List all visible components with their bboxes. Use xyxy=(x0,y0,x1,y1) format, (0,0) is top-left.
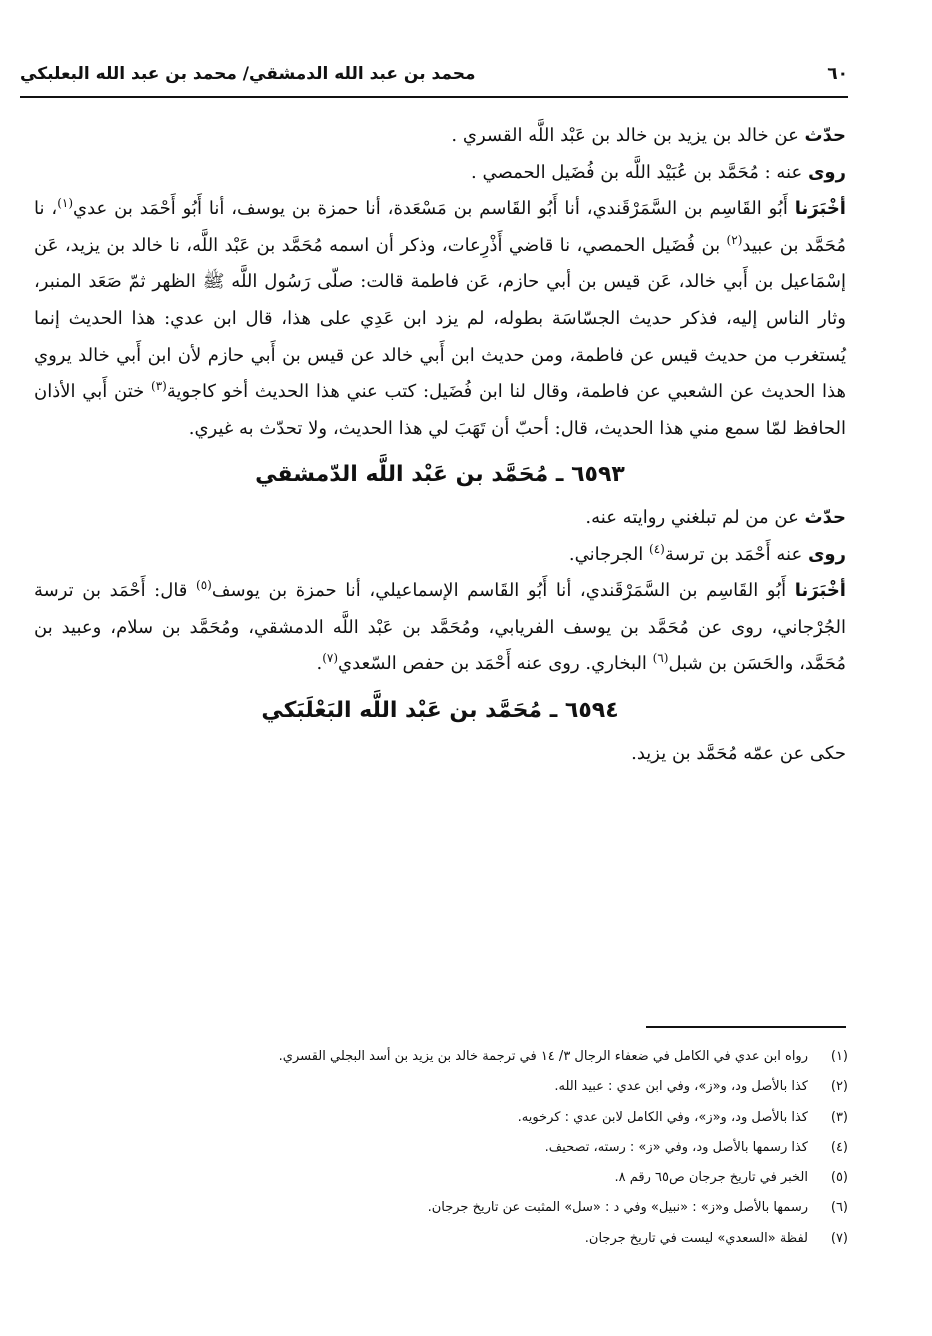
entry-1-paragraph-3 xyxy=(34,191,846,447)
entry-2-paragraph-1 xyxy=(34,500,846,537)
footnote-number: (١) xyxy=(830,1049,848,1064)
paragraph-text: عنه أَحْمَد بن ترسة xyxy=(664,543,808,565)
entry-2-paragraph-3 xyxy=(34,573,846,683)
footnote-ref-1: (١) xyxy=(57,196,74,211)
entry-1-paragraph-2 xyxy=(34,155,846,192)
paragraph-text: عن من لم تبلغني روايته عنه. xyxy=(585,506,805,528)
footnote-ref-4: (٤) xyxy=(649,541,665,556)
footnote-text: كذا بالأصل ود، و«ز»، وفي ابن عدي : عبيد الله. xyxy=(554,1079,808,1095)
footnote-number: (٣) xyxy=(830,1109,848,1125)
entry-2-title: ٦٥٩٣ ـ مُحَمَّد بن عَبْد اللَّه الدّمشقي xyxy=(255,462,625,488)
footnote xyxy=(40,1103,848,1133)
footnote-number: (٦) xyxy=(830,1200,848,1216)
paragraph-text: . xyxy=(316,653,323,675)
paragraph-text: عنه : مُحَمَّد بن عُبَيْد اللَّه بن فُضَيل الحمصي . xyxy=(471,161,808,183)
main-text xyxy=(34,118,846,772)
paragraph-text: ، نا مُحَمَّد بن عبيد xyxy=(34,198,847,256)
footnote xyxy=(40,1163,848,1193)
paragraph-text: قال: أَحْمَد بن ترسة الجُرْجاني، روى عن مُحَمَّد بن يوسف الفريابي، ومُحَمَّد بن عَبْد اللَّه الدمشقي، ومُحَمَّد بن سلام، وعبيد بن مُحَمَّد، والحَسَن بن شبل xyxy=(34,580,846,675)
lead-word: روى xyxy=(807,161,846,183)
footnotes xyxy=(40,1042,848,1254)
paragraph-text: ختن أَبي الأذان الحافظ لمّا سمع مني هذا الحديث، قال: أحبّ أن تَهَبَ لي هذا الحديث، ولا تحدّث به غيري. xyxy=(34,381,846,439)
paragraph-text: بن فُضَيل الحمصي، نا قاضي أَذْرِعات، وذكر أن اسمه مُحَمَّد بن عَبْد اللَّه، نا خالد بن يزيد، عَن إسْمَاعيل بن أَبي خالد، عَن قيس بن أبي حازم، عَن فاطمة قالت: صلّى رَسُول اللَّه ﷺ الظهر ثمّ صَعَد المنبر، وثار الناس إليه، فذكر حديث الجسّاسَة بطوله، لم يزد ابن عَدِي على هذا، قال ابن عدي: هذا الحديث إنما يُستغرب من حديث قيس عن فاطمة، ومن حديث ابن أَبي خالد عن قيس بن أَبي حازم لأن ابن أَبي خالد يروي هذا الحديث عن الشعبي عن فاطمة، وقال لنا ابن فُضَيل: كتب عني هذا الحديث أخو كاجوية xyxy=(34,234,846,403)
footnote xyxy=(40,1042,848,1072)
lead-word: أخْبَرَنا xyxy=(794,580,846,602)
footnote xyxy=(40,1133,848,1163)
entry-3-paragraph-1: حكى عن عمّه مُحَمَّد بن يزيد. xyxy=(631,742,846,764)
paragraph-text: أَبُو القَاسِم بن السَّمَرْقَندي، أنا أَبُو القَاسم الإسماعيلي، أنا حمزة بن يوسف xyxy=(211,580,795,602)
footnote-text: رواه ابن عدي في الكامل في ضعفاء الرجال ٣/ ١٤ في ترجمة خالد بن يزيد بن أسد البجلي القسري. xyxy=(278,1049,808,1064)
footnote-number: (٧) xyxy=(830,1230,848,1246)
footnote-rule xyxy=(646,1026,846,1028)
entry-3-title: ٦٥٩٤ ـ مُحَمَّد بن عَبْد اللَّه البَعْلَبَكي xyxy=(261,697,619,723)
lead-word: أخْبَرَنا xyxy=(794,198,846,220)
footnote-number: (٥) xyxy=(830,1170,848,1186)
footnote-text: الخبر في تاريخ جرجان ص٦٥ رقم ٨. xyxy=(614,1170,808,1186)
running-title: محمد بن عبد الله الدمشقي/ محمد بن عبد الله البعلبكي xyxy=(20,64,476,84)
entry-1-paragraph-1 xyxy=(34,118,846,155)
lead-word: حدّث xyxy=(804,125,846,146)
footnote-ref-7: (٧) xyxy=(322,651,339,666)
paragraph-text: البخاري. روى عنه أَحْمَد بن حفص السّعدي xyxy=(338,653,653,675)
footnote-number: (٢) xyxy=(830,1079,848,1095)
footnote-text: كذا رسمها بالأصل ود، وفي «ز» : رسته، تصحيف. xyxy=(544,1139,808,1155)
paragraph-text: أَبُو القَاسِم بن السَّمَرْقَندي، أنا أَبُو القَاسم بن مَسْعَدة، أنا حمزة بن يوسف، أنا أَبُو أَحْمَد بن عدي xyxy=(73,198,795,220)
paragraph-text: عن خالد بن يزيد بن خالد بن عَبْد اللَّه القسري . xyxy=(451,125,805,146)
footnote-number: (٤) xyxy=(830,1139,848,1155)
footnote-text: كذا بالأصل ود، و«ز»، وفي الكامل لابن عدي : كرخويه. xyxy=(517,1109,808,1125)
page-number: ٦٠ xyxy=(827,64,848,84)
footnote-text: لفظة «السعدي» ليست في تاريخ جرجان. xyxy=(584,1230,808,1246)
header-rule xyxy=(20,96,848,98)
entry-2-paragraph-2 xyxy=(34,537,846,574)
footnote-ref-6: (٦) xyxy=(652,651,669,666)
footnote xyxy=(40,1193,848,1223)
footnote-text: رسمها بالأصل و«ز» : «نبيل» وفي د : «سل» المثبت عن تاريخ جرجان. xyxy=(427,1200,808,1216)
lead-word: حدّث xyxy=(804,506,846,528)
footnote xyxy=(40,1224,848,1254)
paragraph-text: الجرجاني. xyxy=(568,543,650,565)
page-header xyxy=(20,54,848,94)
footnote-ref-2: (٢) xyxy=(726,232,743,247)
footnote-ref-3: (٣) xyxy=(151,379,167,394)
lead-word: روى xyxy=(807,543,846,565)
footnote-ref-5: (٥) xyxy=(196,578,212,593)
footnote xyxy=(40,1072,848,1102)
